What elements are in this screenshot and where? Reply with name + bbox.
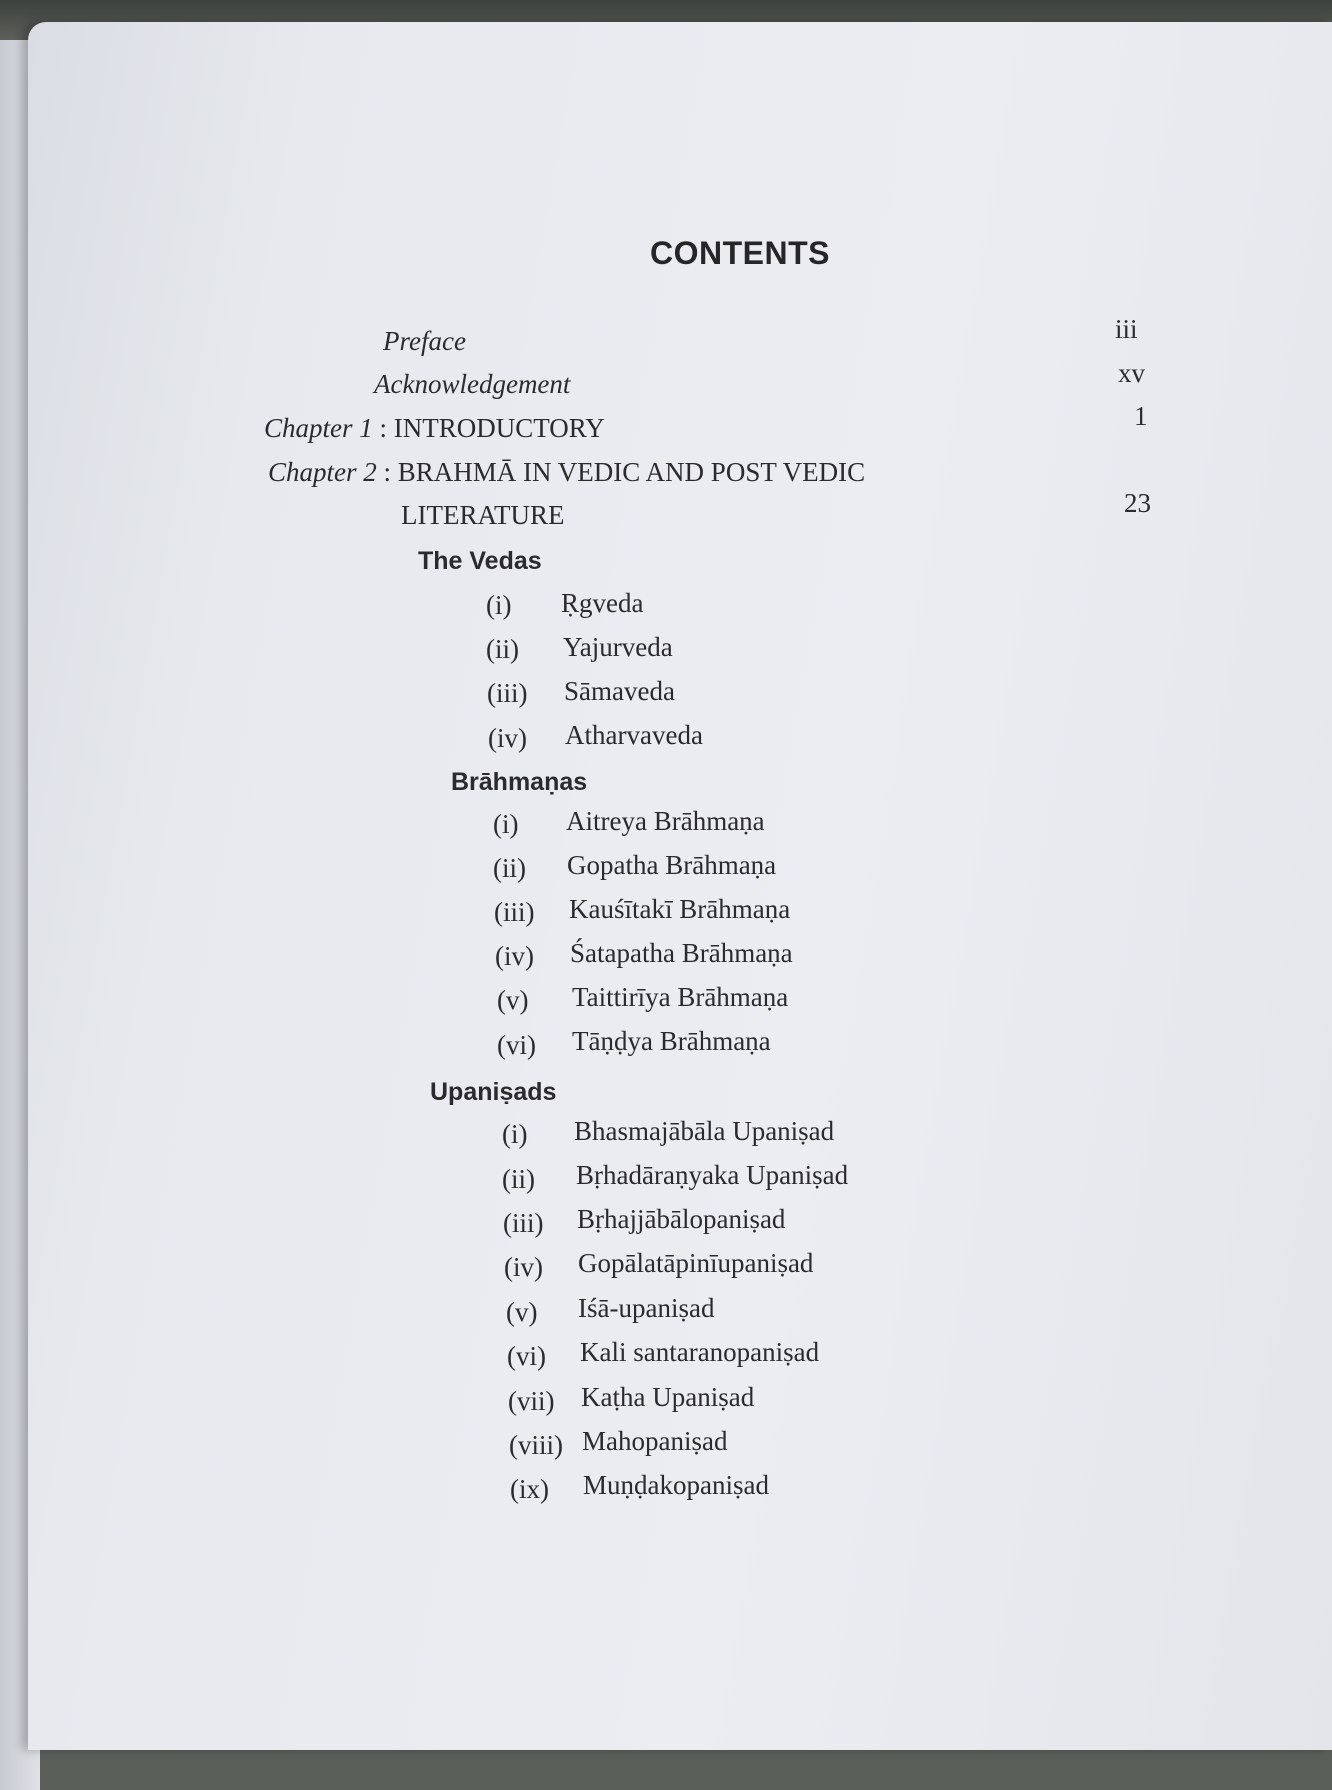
toc-entry-preface: Preface xyxy=(383,326,466,356)
list-item-number: (iii) xyxy=(494,897,535,927)
section-heading-brahmanas: Brāhmaṇas xyxy=(451,768,588,796)
list-item-number: (iv) xyxy=(504,1252,543,1282)
toc-entry-chapter-1 xyxy=(264,412,605,444)
chapter-title: INTRODUCTORY xyxy=(393,413,605,443)
list-item-number: (i) xyxy=(502,1119,528,1149)
list-item-number: (ii) xyxy=(502,1164,535,1194)
list-item-number: (v) xyxy=(506,1297,538,1327)
chapter-separator: : xyxy=(376,457,398,487)
list-item-label: Kauśītakī Brāhmaṇa xyxy=(569,894,791,924)
list-item-label: Bṛhajjābālopaniṣad xyxy=(577,1204,786,1234)
list-item-number: (iii) xyxy=(487,678,528,708)
list-item-number: (i) xyxy=(486,590,512,620)
list-item-label: Sāmaveda xyxy=(564,676,675,706)
section-heading-vedas: The Vedas xyxy=(418,547,542,575)
list-item-number: (ii) xyxy=(493,853,526,883)
list-item-number: (vii) xyxy=(508,1386,555,1416)
list-item-number: (vi) xyxy=(497,1030,536,1060)
toc-entry-acknowledgement: Acknowledgement xyxy=(374,369,571,399)
section-heading-upanisads: Upaniṣads xyxy=(430,1078,557,1106)
chapter-prefix: Chapter 2 xyxy=(268,457,377,487)
toc-entry-chapter-2 xyxy=(268,456,865,488)
list-item-label: Tāṇḍya Brāhmaṇa xyxy=(572,1026,771,1056)
toc-page-chapter-2: 23 xyxy=(1124,488,1151,518)
list-item-label: Gopālatāpinīupaniṣad xyxy=(578,1248,814,1278)
list-item-label: Kali santaranopaniṣad xyxy=(580,1337,820,1367)
chapter-separator: : xyxy=(372,413,394,443)
chapter-prefix: Chapter 1 xyxy=(264,413,373,443)
list-item-label: Ṛgveda xyxy=(561,588,644,618)
page-title: CONTENTS xyxy=(650,235,830,271)
list-item-number: (ix) xyxy=(510,1474,549,1504)
list-item-number: (viii) xyxy=(509,1430,563,1460)
list-item-number: (iii) xyxy=(503,1208,544,1238)
book-page xyxy=(28,22,1332,1750)
toc-page-preface: iii xyxy=(1115,314,1138,344)
list-item-number: (iv) xyxy=(495,941,534,971)
list-item-number: (vi) xyxy=(507,1341,546,1371)
toc-page-acknowledgement: xv xyxy=(1118,358,1145,388)
list-item-label: Kaṭha Upaniṣad xyxy=(581,1382,755,1412)
list-item-number: (iv) xyxy=(488,723,527,753)
list-item-number: (ii) xyxy=(486,634,519,664)
list-item-label: Muṇḍakopaniṣad xyxy=(583,1470,769,1500)
toc-page-chapter-1: 1 xyxy=(1134,401,1148,431)
list-item-number: (i) xyxy=(493,809,519,839)
list-item-label: Iśā-upaniṣad xyxy=(578,1293,715,1323)
chapter-title: BRAHMĀ IN VEDIC AND POST VEDIC xyxy=(397,457,866,487)
toc-entry-chapter-2-line2: LITERATURE xyxy=(401,500,565,530)
list-item-number: (v) xyxy=(497,985,529,1015)
list-item-label: Mahopaniṣad xyxy=(582,1426,728,1456)
list-item-label: Bṛhadāraṇyaka Upaniṣad xyxy=(576,1160,849,1190)
list-item-label: Bhasmajābāla Upaniṣad xyxy=(574,1116,835,1146)
list-item-label: Taittirīya Brāhmaṇa xyxy=(572,982,789,1012)
list-item-label: Yajurveda xyxy=(563,632,673,662)
list-item-label: Śatapatha Brāhmaṇa xyxy=(570,938,793,968)
list-item-label: Atharvaveda xyxy=(565,720,703,750)
list-item-label: Aitreya Brāhmaṇa xyxy=(566,806,765,836)
list-item-label: Gopatha Brāhmaṇa xyxy=(567,850,777,880)
